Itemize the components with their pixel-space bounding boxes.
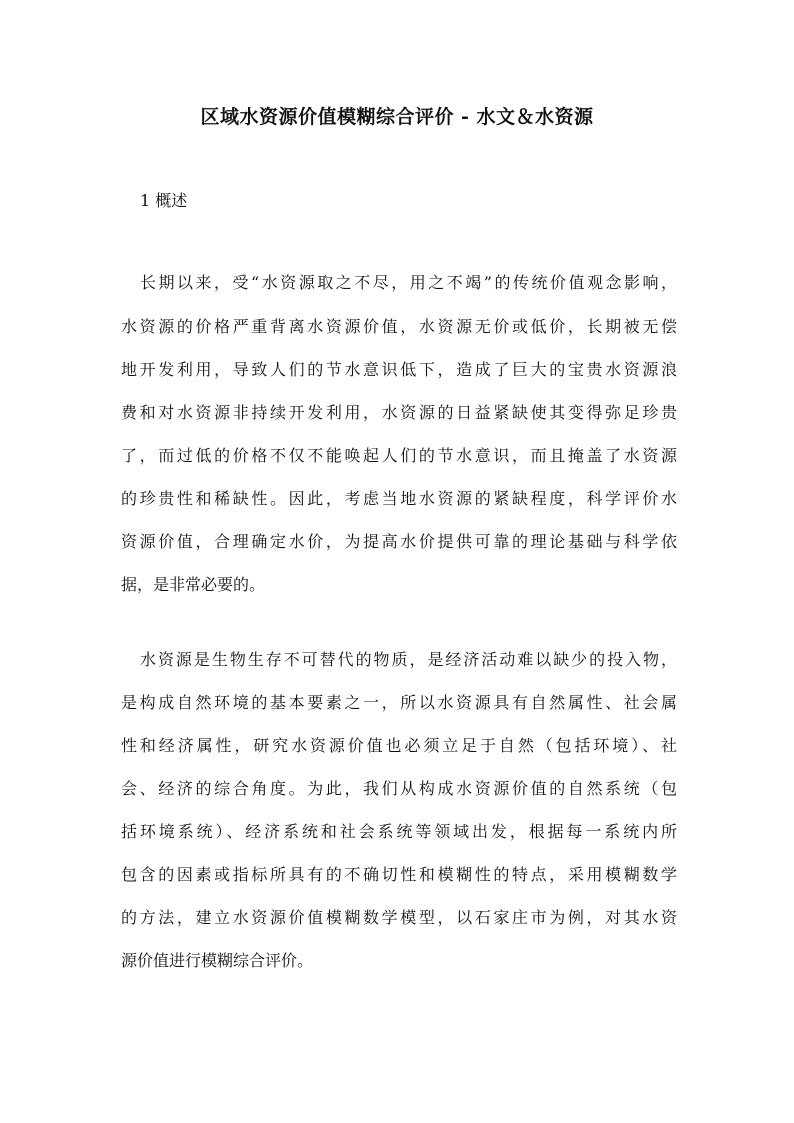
paragraph-1-line: 资源价值，合理确定水价，为提高水价提供可靠的理论基础与科学依 (121, 532, 677, 551)
paragraph-2-line: 是构成自然环境的基本要素之一，所以水资源具有自然属性、社会属 (121, 693, 677, 712)
paragraph-2-line: 包含的因素或指标所具有的不确切性和模糊性的特点，采用模糊数学 (121, 865, 677, 884)
document-title: 区域水资源价值模糊综合评价 - 水文＆水资源 (200, 106, 594, 128)
paragraph-2-line: 的方法，建立水资源价值模糊数学模型，以石家庄市为例，对其水资 (121, 908, 677, 927)
section-heading: 1 概述 (140, 191, 188, 210)
paragraph-1-line: 据，是非常必要的。 (121, 575, 266, 594)
paragraph-1-line: 长期以来，受“水资源取之不尽，用之不竭”的传统价值观念影响， (140, 273, 677, 292)
paragraph-1-line: 了，而过低的价格不仅不能唤起人们的节水意识，而且掩盖了水资源 (121, 446, 677, 465)
paragraph-1-line: 水资源的价格严重背离水资源价值，水资源无价或低价，长期被无偿 (121, 317, 677, 336)
paragraph-1-line: 地开发利用，导致人们的节水意识低下，造成了巨大的宝贵水资源浪 (121, 360, 677, 379)
paragraph-2-line: 性和经济属性，研究水资源价值也必须立足于自然（包括环境）、社 (121, 736, 677, 755)
paragraph-1-line: 的珍贵性和稀缺性。因此，考虑当地水资源的紧缺程度，科学评价水 (121, 489, 677, 508)
paragraph-1-line: 费和对水资源非持续开发利用，水资源的日益紧缺使其变得弥足珍贵 (121, 403, 677, 422)
paragraph-2-line: 括环境系统）、经济系统和社会系统等领域出发，根据每一系统内所 (121, 822, 677, 841)
paragraph-2-line: 水资源是生物生存不可替代的物质，是经济活动难以缺少的投入物， (140, 650, 677, 669)
paragraph-2-line: 源价值进行模糊综合评价。 (121, 951, 314, 970)
paragraph-2-line: 会、经济的综合角度。为此，我们从构成水资源价值的自然系统（包 (121, 779, 677, 798)
